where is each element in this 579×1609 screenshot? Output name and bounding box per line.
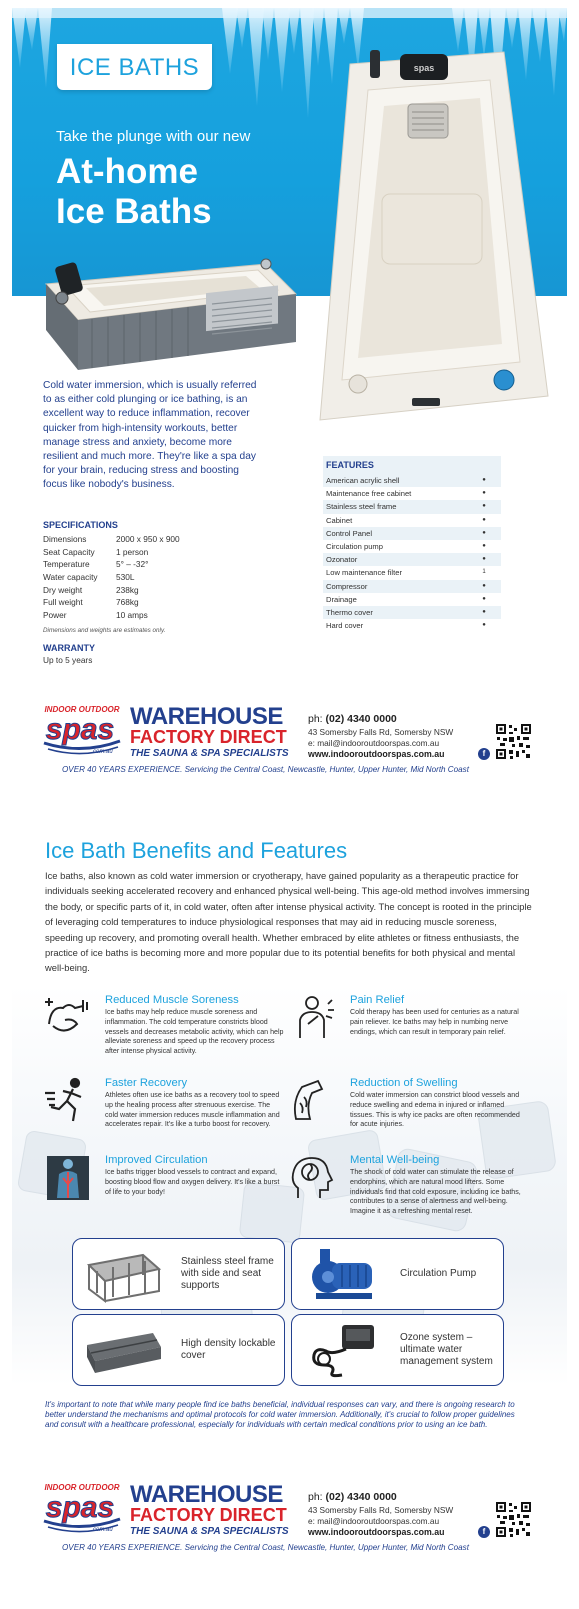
- brand-email[interactable]: e: mail@indooroutdoorspas.com.au: [308, 1516, 440, 1526]
- feature-mark: ●: [482, 582, 486, 589]
- benefit-text: Cold water immersion can constrict blood vessels and reduce swelling and edema in injured or inflamed tissues. This is why ice packs are often recommended for acute injuries.: [350, 1091, 520, 1129]
- product-label: Ozone system – ultimate water management system: [400, 1332, 493, 1367]
- disclaimer: It's important to note that while many people find ice baths beneficial, individual responses can vary, and there is ongoing research to better understand the mechanisms and optimal protocols for cold water immersion. Additionally, it's crucial to follow proper guidelines and consult with a healthcare professional, especially for individuals with certain medical conditions prior to using an ice bath.: [45, 1400, 515, 1430]
- feature-row: [323, 593, 501, 606]
- feature-row: [323, 606, 501, 619]
- feature-label: Drainage: [326, 594, 357, 604]
- hero-tag-text: ICE BATHS: [69, 54, 200, 81]
- brand-footer-bottom: [40, 1481, 540, 1571]
- svg-text:spas: spas: [45, 713, 115, 746]
- benefit-title: Improved Circulation: [105, 1154, 208, 1166]
- spec-row: [43, 558, 243, 571]
- benefit-item: [105, 1077, 285, 1130]
- brand-phone-line: [308, 713, 397, 725]
- feature-label: Circulation pump: [326, 541, 383, 551]
- feature-mark: ●: [482, 556, 486, 563]
- brand-factory-direct: FACTORY DIRECT: [130, 727, 287, 747]
- feature-row: [323, 540, 501, 553]
- facebook-icon[interactable]: f: [478, 748, 490, 760]
- feature-row: [323, 619, 501, 632]
- product-box: [72, 1238, 285, 1310]
- pump-icon: [302, 1245, 382, 1303]
- svg-text:spas: spas: [45, 1491, 115, 1524]
- feature-label: Hard cover: [326, 621, 364, 631]
- feature-mark: ●: [482, 477, 486, 483]
- benefit-item: [105, 994, 285, 1057]
- brand-address: 43 Somersby Falls Rd, Somersby NSW: [308, 727, 454, 737]
- phone-prefix: ph:: [308, 713, 323, 725]
- spec-value: 530L: [116, 572, 135, 583]
- feature-mark: 1: [482, 569, 486, 576]
- brand-website[interactable]: www.indooroutdoorspas.com.au: [308, 1527, 445, 1537]
- cover-icon: [83, 1321, 163, 1379]
- benefit-text: The shock of cold water can stimulate the release of endorphins, which are natural mood lifters. Some individuals find that cold exposure, including ice baths, contributes to a sense of alertness and well-being. Imagine it as a refreshing mental reset.: [350, 1168, 521, 1216]
- feature-row: [323, 474, 501, 487]
- spec-label: Power: [43, 609, 67, 620]
- hero-title: [56, 152, 296, 232]
- steel-frame-icon: [83, 1245, 163, 1303]
- feature-mark: ●: [482, 516, 486, 523]
- hero-title-line2: Ice Baths: [56, 192, 212, 231]
- benefit-title: Mental Well-being: [350, 1154, 440, 1166]
- benefit-item: [105, 1154, 285, 1197]
- benefits-intro: Ice baths, also known as cold water immersion or cryotherapy, have gained popularity as a therapeutic practice for individuals seeking accelerated recovery and enhanced physical well-being. This age-old method involves immersing the body, or specific parts of it, in cold water, often after intense physical activity. The concept is rooted in the principle of leveraging cold temperatures to induce physiological responses that may aid in reducing muscle soreness, speeding up recovery, and promoting overall health. Whether embraced by elite athletes or fitness enthusiasts, the practice of ice baths is becoming more and more popular due to its potential benefits for both physical and mental well-being.: [45, 870, 532, 974]
- benefit-text: Ice baths trigger blood vessels to contract and expand, boosting blood flow and oxygen delivery. It's like a burst of life to your body!: [105, 1168, 280, 1196]
- spec-value: 238kg: [116, 584, 139, 595]
- spec-value: 768kg: [116, 597, 139, 608]
- feature-label: Low maintenance filter: [326, 568, 402, 578]
- product-label: Circulation Pump: [400, 1268, 477, 1279]
- feature-label: Stainless steel frame: [326, 502, 397, 512]
- hero-title-line1: At-home: [56, 152, 198, 191]
- spec-row: [43, 609, 243, 622]
- qr-code-icon: [495, 723, 532, 760]
- brand-tagline: OVER 40 YEARS EXPERIENCE. Servicing the Central Coast, Newcastle, Hunter, Upper Hunter, Mid North Coast: [62, 1543, 469, 1552]
- benefit-title: Reduction of Swelling: [350, 1077, 458, 1089]
- spec-row: [43, 571, 243, 584]
- spec-row: [43, 546, 243, 559]
- muscle-icon: [43, 994, 93, 1040]
- specifications-table: [43, 533, 243, 621]
- shoulder-pain-icon: [288, 994, 338, 1040]
- circulation-icon: [43, 1154, 93, 1200]
- spec-value: 10 amps: [116, 609, 148, 620]
- feature-row: [323, 527, 501, 540]
- spec-label: Water capacity: [43, 572, 98, 583]
- feature-mark: ●: [482, 608, 486, 615]
- features-title: FEATURES: [323, 456, 501, 474]
- yin-yang-head-icon: [288, 1154, 338, 1200]
- hero-subtitle: Take the plunge with our new: [56, 128, 251, 145]
- brand-address: 43 Somersby Falls Rd, Somersby NSW: [308, 1505, 454, 1515]
- brand-warehouse: WAREHOUSE: [130, 703, 283, 730]
- hero-tag: [57, 44, 212, 90]
- spec-row: [43, 596, 243, 609]
- feature-row: [323, 500, 501, 513]
- feature-row: [323, 553, 501, 566]
- benefit-item: [350, 994, 530, 1037]
- ice-bath-side-image: [26, 224, 316, 374]
- feature-mark: ●: [482, 503, 486, 510]
- spec-label: Dimensions: [43, 534, 87, 545]
- spec-label: Dry weight: [43, 584, 83, 595]
- feature-mark: ●: [482, 529, 486, 536]
- specifications-note: Dimensions and weights are estimates only.: [43, 627, 166, 634]
- features-table: [323, 456, 501, 632]
- brand-footer-top: [40, 703, 540, 793]
- intro-paragraph: Cold water immersion, which is usually referred to as either cold plunging or ice bathing, is an excellent way to reduce inflammation, recover quicker from high-intensity workouts, better manage stress and anxiety, become more resilient and much more. They're like a spa day for your brain, reducing stress and boosting focus like nobody's business.: [43, 380, 257, 491]
- feature-label: American acrylic shell: [326, 476, 400, 485]
- feature-mark: ●: [482, 622, 486, 629]
- feature-row: [323, 514, 501, 527]
- benefit-title: Faster Recovery: [105, 1077, 188, 1089]
- spec-row: [43, 583, 243, 596]
- feature-row: [323, 580, 501, 593]
- spas-logo: [40, 703, 124, 759]
- svg-text:.com.au: .com.au: [91, 1527, 113, 1533]
- benefit-item: [350, 1154, 530, 1217]
- spec-row: [43, 533, 243, 546]
- phone-number[interactable]: (02) 4340 0000: [325, 1491, 397, 1503]
- benefits-title: Ice Bath Benefits and Features: [45, 838, 348, 863]
- feature-mark: ●: [482, 595, 486, 602]
- ozone-icon: [302, 1321, 382, 1379]
- svg-text:INDOOR OUTDOOR: INDOOR OUTDOOR: [44, 1483, 120, 1492]
- spec-value: 1 person: [116, 546, 149, 557]
- brand-slogan: THE SAUNA & SPA SPECIALISTS: [130, 1526, 289, 1537]
- spec-label: Temperature: [43, 559, 90, 570]
- brand-warehouse: WAREHOUSE: [130, 1481, 283, 1508]
- product-box: [291, 1238, 504, 1310]
- product-label: Stainless steel frame with side and seat supports: [181, 1256, 274, 1291]
- features-rows: [323, 474, 501, 632]
- brand-website[interactable]: www.indooroutdoorspas.com.au: [308, 749, 445, 759]
- brand-tagline: OVER 40 YEARS EXPERIENCE. Servicing the Central Coast, Newcastle, Hunter, Upper Hunter, Mid North Coast: [62, 765, 469, 774]
- benefit-text: Ice baths may help reduce muscle soreness and inflammation. The cold temperature constricts blood vessels and decreases metabolic activity, which can help alleviate soreness and speed up the recovery process after intense physical activity.: [105, 1008, 284, 1056]
- spec-label: Seat Capacity: [43, 546, 95, 557]
- ice-bath-top-image: [312, 44, 552, 428]
- product-label: High density lockable cover: [181, 1338, 276, 1361]
- qr-code-icon: [495, 1501, 532, 1538]
- benefit-title: Pain Relief: [350, 994, 405, 1006]
- facebook-icon[interactable]: f: [478, 1526, 490, 1538]
- runner-icon: [43, 1077, 93, 1123]
- spec-value: 5° – -32°: [116, 559, 149, 570]
- feature-label: Maintenance free cabinet: [326, 489, 412, 499]
- feature-label: Compressor: [326, 581, 368, 591]
- benefit-title: Reduced Muscle Soreness: [105, 994, 239, 1006]
- product-box: [72, 1314, 285, 1386]
- feature-row: [323, 487, 501, 500]
- feature-mark: ●: [482, 542, 486, 549]
- benefit-text: Athletes often use ice baths as a recovery tool to speed up the healing process after strenuous exercise. The cold water immersion reduces muscle inflammation and accelerates repair. It's like a turbo boost for recovery.: [105, 1091, 280, 1129]
- feature-label: Control Panel: [326, 528, 373, 538]
- svg-text:INDOOR OUTDOOR: INDOOR OUTDOOR: [44, 705, 120, 714]
- warranty-title: WARRANTY: [43, 643, 95, 653]
- product-box: [291, 1314, 504, 1386]
- benefit-text: Cold therapy has been used for centuries as a natural pain reliever. Ice baths may help in numbing nerve endings, which can result in temporary pain relief.: [350, 1008, 519, 1036]
- svg-text:spas: spas: [413, 63, 435, 73]
- brand-slogan: THE SAUNA & SPA SPECIALISTS: [130, 748, 289, 759]
- brand-phone-line: [308, 1491, 397, 1503]
- swollen-arm-icon: [288, 1077, 338, 1123]
- feature-label: Cabinet: [326, 515, 353, 525]
- specifications-title: SPECIFICATIONS: [43, 520, 118, 530]
- svg-text:.com.au: .com.au: [91, 749, 113, 755]
- spec-label: Full weight: [43, 597, 83, 608]
- warranty-value: Up to 5 years: [43, 655, 93, 665]
- spec-value: 2000 x 950 x 900: [116, 534, 180, 545]
- benefit-item: [350, 1077, 530, 1130]
- feature-row: [323, 566, 501, 579]
- brand-email[interactable]: e: mail@indooroutdoorspas.com.au: [308, 738, 440, 748]
- phone-number[interactable]: (02) 4340 0000: [325, 713, 397, 725]
- spas-logo: [40, 1481, 124, 1537]
- feature-label: Thermo cover: [326, 607, 373, 617]
- phone-prefix: ph:: [308, 1491, 323, 1503]
- feature-label: Ozonator: [326, 555, 358, 565]
- brand-factory-direct: FACTORY DIRECT: [130, 1505, 287, 1525]
- feature-mark: ●: [482, 490, 486, 497]
